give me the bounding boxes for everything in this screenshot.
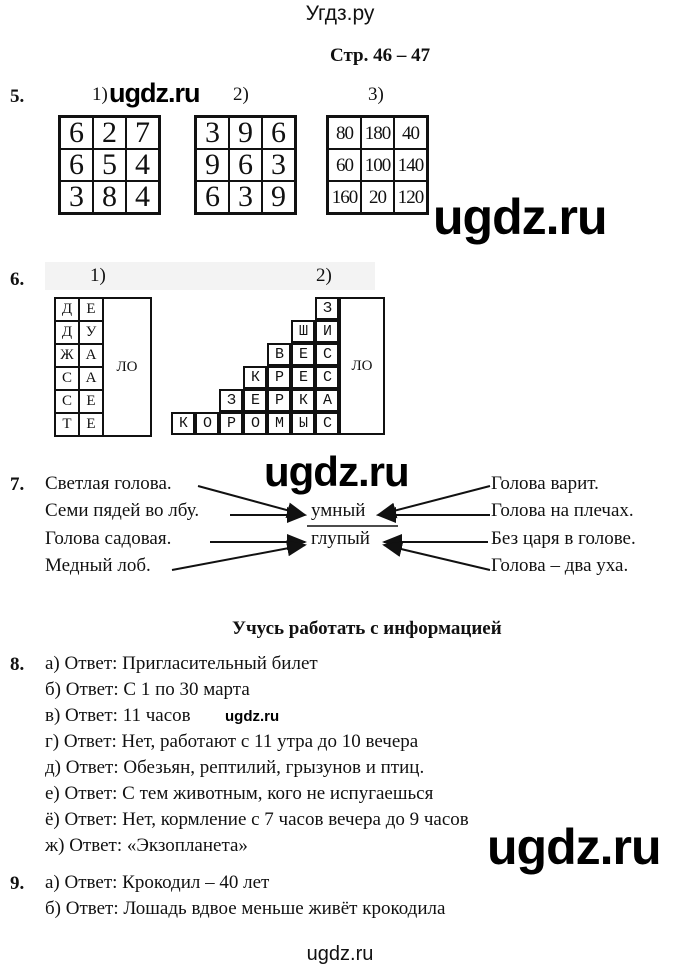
suffix-cell: ЛО [103,298,151,436]
answer: а) Ответ: Крокодил – 40 лет [45,872,270,893]
letter-cell: Д [55,321,79,344]
phrase-right: Голова на плечах. [491,500,634,521]
word-smart: умный [311,500,366,521]
phrase-left: Светлая голова. [45,473,172,494]
letter-cell: А [79,344,103,367]
grid-cell: 6 [60,149,94,181]
task-5-label-2: 2) [233,84,249,105]
grid-cell: 20 [361,181,394,214]
letter-cell: Т [55,413,79,436]
watermark: ugdz.ru [109,78,200,108]
letter-cell: Е [79,298,103,321]
grid-cell: 2 [93,117,126,150]
task-8-number: 8. [10,654,25,675]
grid-cell: 4 [126,181,160,214]
grid-cell: 3 [196,117,230,150]
letter-cell: А [79,367,103,390]
task-5-number: 5. [10,86,25,107]
task-6-label-1: 1) [90,265,106,286]
grid-cell: 3 [60,181,94,214]
watermark: ugdz.ru [225,708,280,725]
phrase-left: Семи пядей во лбу. [45,500,200,521]
grid-cell: 40 [394,117,428,150]
grid-cell: 4 [126,149,160,181]
grid-cell: 120 [394,181,428,214]
grid-cell: 6 [196,181,230,214]
task-9-number: 9. [10,873,25,894]
section-title: Учусь работать с информацией [232,618,502,639]
suffix-cell: ЛО [339,297,385,435]
letter-cell: С [55,390,79,413]
grid-word: КРЕС [251,369,348,386]
grid-cell: 100 [361,149,394,181]
answer: б) Ответ: С 1 по 30 марта [45,679,250,700]
word-stupid: глупый [311,528,370,549]
grid-cell: 9 [262,181,296,214]
task-6-label-2: 2) [316,265,332,286]
grid-cell: 60 [328,149,362,181]
arrow [378,486,490,515]
grid-cell: 9 [196,149,230,181]
footer-watermark: ugdz.ru [306,943,374,965]
watermark: ugdz.ru [264,448,409,495]
task-7-number: 7. [10,474,25,495]
letter-cell: Д [55,298,79,321]
grid-cell: 160 [328,181,362,214]
page-range: Стр. 46 – 47 [330,45,431,66]
letter-cell: У [79,321,103,344]
phrase-right: Голова варит. [491,473,599,494]
phrase-left: Голова садовая. [45,528,172,549]
watermark: ugdz.ru [433,189,607,245]
grid-cell: 180 [361,117,394,150]
answer: д) Ответ: Обезьян, рептилий, грызунов и птиц. [45,757,425,778]
letter-cell: Ж [55,344,79,367]
arrow [172,545,305,570]
answer: в) Ответ: 11 часов [45,705,191,726]
letter-cell: Е [79,413,103,436]
site-title: Угдз.ру [305,2,375,25]
grid-cell: 140 [394,149,428,181]
grid-word: ЗЕРКА [227,392,348,409]
task-5-label-3: 3) [368,84,384,105]
grid-word: ВЕС [275,346,348,363]
grid-cell: 3 [262,149,296,181]
grid-cell: 7 [126,117,160,150]
letter-cell: Е [79,390,103,413]
grid-word: ШИ [299,323,348,340]
answer: ж) Ответ: «Экзопланета» [45,835,248,856]
grid-cell: 5 [93,149,126,181]
arrow [384,545,490,570]
answer: а) Ответ: Пригласительный билет [45,653,318,674]
grid-cell: 6 [262,117,296,150]
watermark: ugdz.ru [487,819,661,875]
grid-cell: 6 [60,117,94,150]
grid-cell: 9 [229,117,262,150]
grid-cell: 3 [229,181,262,214]
grid-cell: 8 [93,181,126,214]
task-5-label-1: 1) [92,84,108,105]
task-6-number: 6. [10,269,25,290]
phrase-right: Голова – два уха. [491,555,629,576]
phrase-left: Медный лоб. [45,555,151,576]
answer: б) Ответ: Лошадь вдвое меньше живёт крокодила [45,898,446,919]
answer: ё) Ответ: Нет, кормление с 7 часов вечера до 9 часов [45,809,469,830]
letter-cell: С [55,367,79,390]
answer: е) Ответ: С тем животным, кого не испугаешься [45,783,434,804]
grid-cell: 6 [229,149,262,181]
phrase-right: Без царя в голове. [491,528,636,549]
grid-word: КОРОМЫС [179,415,348,432]
grid-word: З [323,300,348,317]
arrow [198,486,305,515]
answer: г) Ответ: Нет, работают с 11 утра до 10 вечера [45,731,419,752]
grid-cell: 80 [328,117,362,150]
